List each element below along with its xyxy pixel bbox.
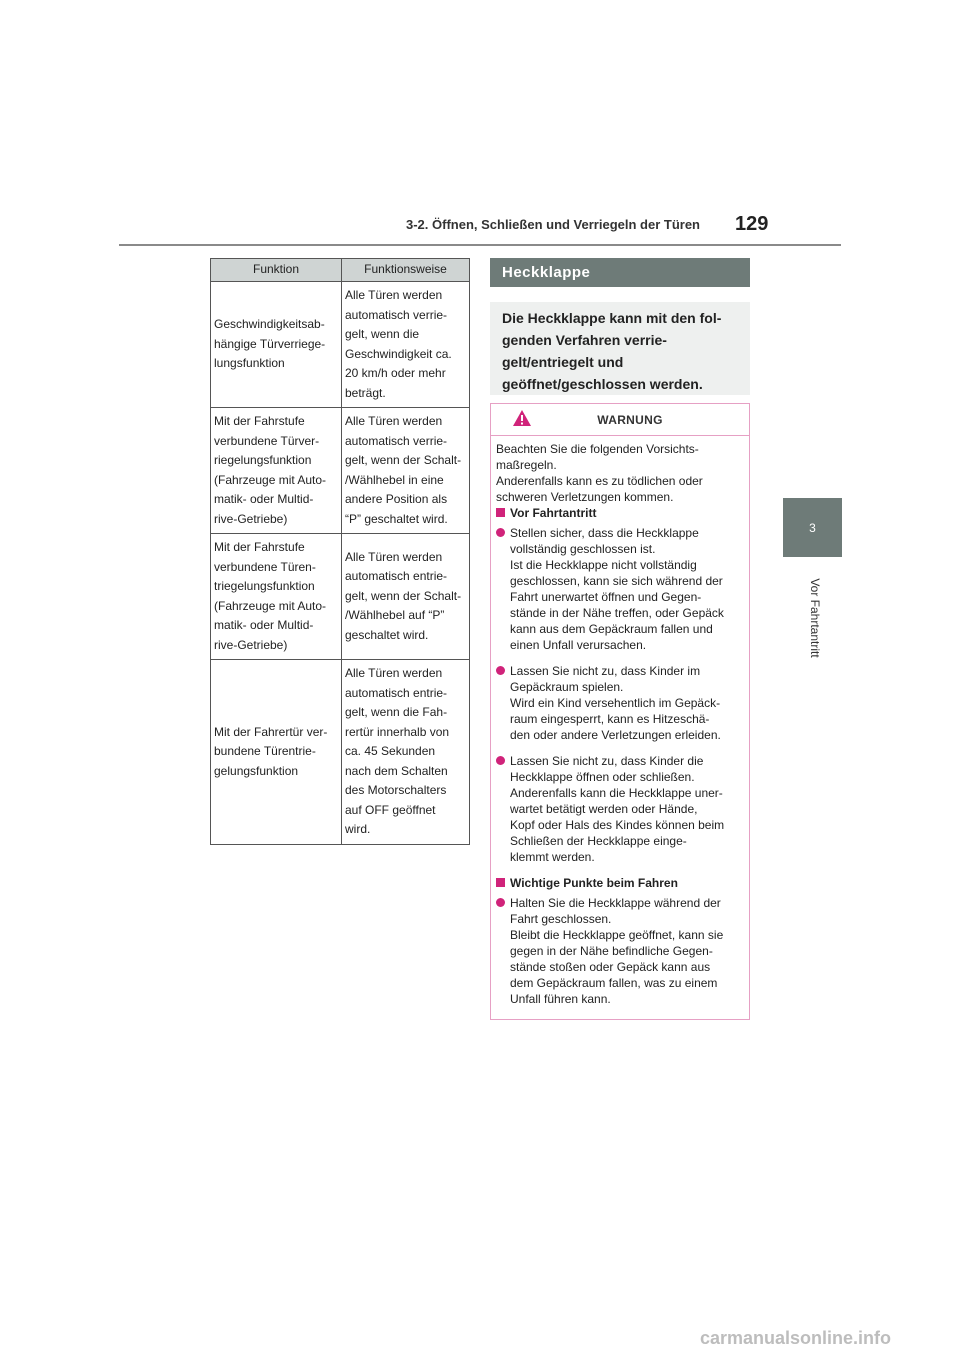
section-heading-heckklappe: [490, 258, 750, 287]
warning-intro: Beachten Sie die folgenden Vorsichts- maßregeln. Anderenfalls kann es zu tödlichen oder schweren Verletzungen kommen.: [496, 442, 703, 504]
bullet-text: Halten Sie die Heckklappe während der Fahrt geschlossen. Bleibt die Heckklappe geöffnet, kann sie gegen in der Nähe befindliche Gegen- stände stoßen oder Gepäck kann aus dem Gepäckraum fallen, was zu einem Unfall führen kann.: [510, 896, 724, 1006]
chapter-number: 3: [809, 520, 816, 535]
circle-bullet-icon: [496, 756, 505, 765]
chapter-tab[interactable]: [783, 498, 842, 557]
table-row: [211, 282, 470, 408]
circle-bullet-icon: [496, 666, 505, 675]
warning-bullet: [496, 895, 743, 1007]
table-row: [211, 408, 470, 534]
table-cell-function: Geschwindigkeitsab- hängige Türverriege- lungsfunktion: [211, 282, 342, 408]
page-number: 129: [735, 213, 769, 235]
warning-bullet: [496, 663, 743, 743]
warning-triangle-icon: [512, 409, 532, 432]
table-header-funktionsweise: Funktionsweise: [342, 259, 470, 282]
subheading-text: Wichtige Punkte beim Fahren: [510, 876, 678, 890]
circle-bullet-icon: [496, 528, 505, 537]
warning-title: WARNUNG: [597, 412, 663, 427]
warning-bullet: [496, 525, 743, 653]
bullet-text: Stellen sicher, dass die Heckklappe vollständig geschlossen ist. Ist die Heckklappe nicht vollständig geschlossen, kann sie sich während der Fahrt unerwartet öffnen und Gegen- stände in der Nähe treffen, oder Gepäck kann aus dem Gepäckraum fallen und einen Unfall verursachen.: [510, 526, 724, 652]
table-cell-description: Alle Türen werden automatisch verrie- gelt, wenn die Geschwindigkeit ca. 20 km/h oder mehr beträgt.: [342, 282, 470, 408]
warning-box: [490, 403, 750, 1020]
section-intro-text: Die Heckklappe kann mit den fol- genden Verfahren verrie- gelt/entriegelt und geöffnet/geschlossen werden.: [502, 310, 722, 392]
table-cell-description: Alle Türen werden automatisch entrie- gelt, wenn die Fah- rertür innerhalb von ca. 45 Sekunden nach dem Schalten des Motorschalters auf OFF geöffnet wird.: [342, 660, 470, 845]
warning-subheading: [496, 875, 743, 891]
table-cell-function: Mit der Fahrstufe verbundene Türen- triegelungsfunktion (Fahrzeuge mit Auto- matik- oder Multid- rive-Getriebe): [211, 534, 342, 660]
bullet-text: Lassen Sie nicht zu, dass Kinder die Heckklappe öffnen oder schließen. Anderenfalls kann die Heckklappe uner- wartet betätigt werden oder Hände, Kopf oder Hals des Kindes können beim Schließen der Heckklappe einge- klemmt werden.: [510, 754, 725, 864]
bullet-text: Lassen Sie nicht zu, dass Kinder im Gepäckraum spielen. Wird ein Kind versehentlich im Gepäck- raum eingesperrt, kann es Hitzeschä- den oder andere Verletzungen erleiden.: [510, 664, 721, 742]
table-cell-description: Alle Türen werden automatisch verrie- gelt, wenn der Schalt- /Wählhebel in eine andere Position als “P” geschaltet wird.: [342, 408, 470, 534]
table-cell-function: Mit der Fahrertür ver- bundene Türentrie- gelungsfunktion: [211, 660, 342, 845]
section-title: Heckklappe: [502, 264, 591, 281]
table-cell-function: Mit der Fahrstufe verbundene Türver- riegelungsfunktion (Fahrzeuge mit Auto- matik- oder Multid- rive-Getriebe): [211, 408, 342, 534]
watermark: carmanualsonline.info: [700, 1328, 892, 1348]
section-intro-box: [490, 302, 750, 395]
function-table: [210, 258, 470, 845]
warning-subheading: [496, 505, 743, 521]
square-bullet-icon: [496, 508, 505, 517]
warning-header: [491, 404, 749, 436]
table-row: [211, 534, 470, 660]
header-divider: [119, 244, 841, 246]
subheading-text: Vor Fahrtantritt: [510, 506, 597, 520]
square-bullet-icon: [496, 878, 505, 887]
warning-body: [491, 436, 749, 1007]
table-cell-description: Alle Türen werden automatisch entrie- gelt, wenn der Schalt- /Wählhebel auf “P” geschaltet wird.: [342, 534, 470, 660]
chapter-label: Vor Fahrtantritt: [808, 578, 822, 658]
circle-bullet-icon: [496, 898, 505, 907]
table-row: [211, 660, 470, 845]
section-header-title: 3-2. Öffnen, Schließen und Verriegeln der Türen: [405, 217, 700, 232]
warning-bullet: [496, 753, 743, 865]
table-header-funktion: Funktion: [211, 259, 342, 282]
